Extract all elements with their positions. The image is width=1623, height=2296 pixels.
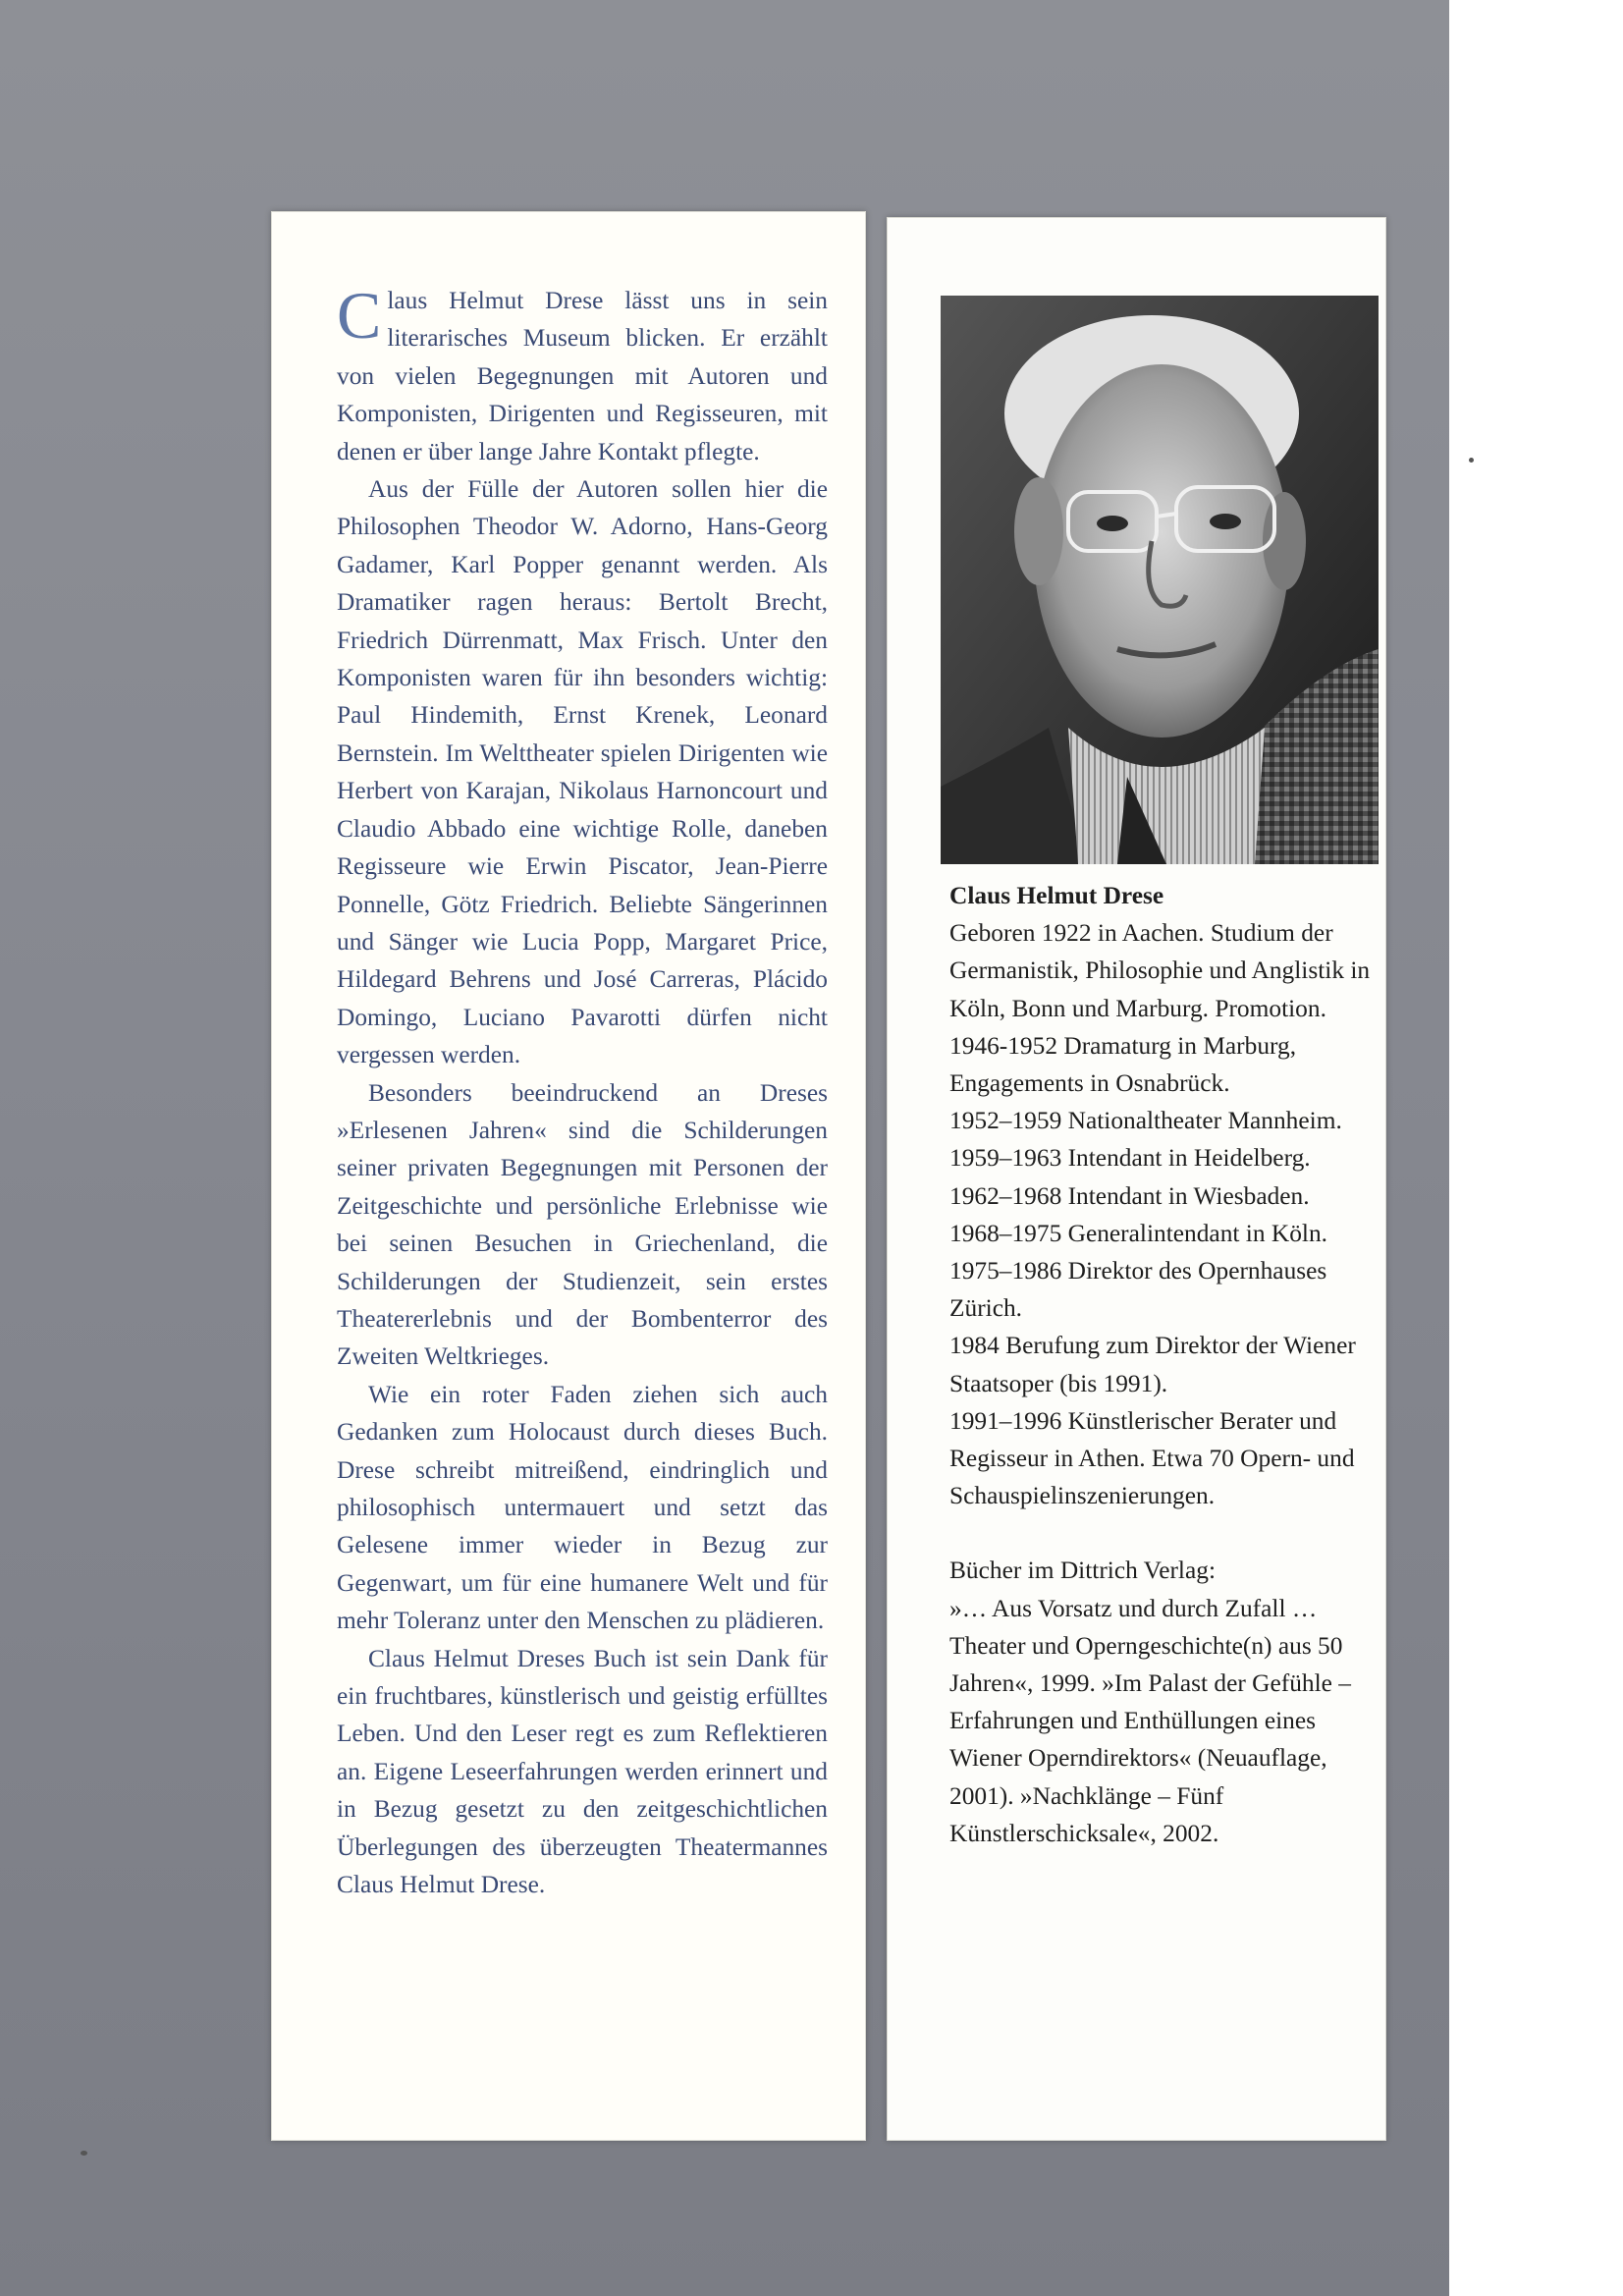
blurb-paragraph-3: Besonders beeindruckend an Dreses »Erlesenen Jahren« sind die Schilderungen seiner privaten Begegnungen mit Personen der Zeitgeschichte und persönliche Erlebnisse wie bei seinen Besuchen in Griechenland, die Schilderungen der Studienzeit, sein erstes Theatererlebnis und der Bombenterror des Zweiten Weltkrieges. (337, 1078, 828, 1371)
bio-line-7: 1975–1986 Direktor des Opernhauses Zürich. (949, 1257, 1327, 1323)
bio-line-8: 1984 Berufung zum Direktor der Wiener Staatsoper (bis 1991). (949, 1332, 1356, 1397)
books-heading: Bücher im Dittrich Verlag: (949, 1557, 1217, 1585)
blurb-paragraph-1 (337, 278, 828, 470)
blurb-paragraph-2: Aus der Fülle der Autoren sollen hier die Philosophen Theodor W. Adorno, Hans-Georg Gadamer, Karl Popper genannt werden. Als Dramatiker ragen heraus: Bertolt Brecht, Friedrich Dürrenmatt, Max Frisch. Unter den Komponisten waren für ihn besonders wichtig: Paul Hindemith, Ernst Krenek, Leonard Bernstein. Im Welttheater spielen Dirigenten wie Herbert von Karajan, Nikolaus Harnoncourt und Claudio Abbado eine wichtige Rolle, daneben Regisseure wie Erwin Piscator, Jean-Pierre Ponnelle, Götz Friedrich. Beliebte Sängerinnen und Sänger wie Lucia Popp, Margaret Price, Hildegard Behrens und José Carreras, Plácido Domingo, Luciano Pavarotti dürfen nicht vergessen werden. (337, 475, 828, 1069)
books-list: »… Aus Vorsatz und durch Zufall … Theater und Operngeschichte(n) aus 50 Jahren«, 1999. »Im Palast der Gefühle – Erfahrungen und Enthüllungen eines Wiener Operndirektors« (Neuauflage, 2001). »Nachklänge – Fünf Künstlerschicksale«, 2002. (949, 1594, 1351, 1847)
page-margin (1449, 0, 1623, 2296)
blurb-paragraph-4: Wie ein roter Faden ziehen sich auch Gedanken zum Holocaust durch dieses Buch. Drese schreibt mitreißend, eindringlich und philosophisch untermauert und setzt das Gelesene immer wieder in Bezug zur Gegenwart, um für eine humanere Welt und für mehr Toleranz unter den Menschen zu plädieren. (337, 1380, 828, 1635)
bio-line-6: 1968–1975 Generalintendant in Köln. (949, 1219, 1328, 1247)
blurb-paragraph-1-text: laus Helmut Drese lässt uns in sein literarisches Museum blicken. Er erzählt von vielen Begegnungen mit Autoren und Komponisten, Dirigenten und Regisseuren, mit denen er über lange Jahre Kontakt pflegte. (337, 287, 828, 465)
drop-cap: C (337, 278, 382, 353)
bio-line-9: 1991–1996 Künstlerischer Berater und Regisseur in Athen. Etwa 70 Opern- und Schauspielinszenierungen. (949, 1406, 1355, 1510)
scan-speck (81, 2151, 87, 2156)
bio-line-3: 1952–1959 Nationaltheater Mannheim. (949, 1107, 1342, 1135)
scan-speck (1469, 458, 1474, 463)
bio-line-1: Geboren 1922 in Aachen. Studium der Germanistik, Philosophie und Anglistik in Köln, Bonn und Marburg. Promotion. (949, 919, 1371, 1022)
author-portrait-photo (941, 296, 1379, 864)
author-name: Claus Helmut Drese (949, 882, 1164, 909)
spacer (949, 1514, 1381, 1552)
bio-line-5: 1962–1968 Intendant in Wiesbaden. (949, 1181, 1310, 1210)
author-biography (949, 877, 1381, 1852)
blurb-paragraph-5: Claus Helmut Dreses Buch ist sein Dank für ein fruchtbares, künstlerisch und geistig erfülltes Leben. Und den Leser regt es zum Reflektieren an. Eigene Leseerfahrungen werden erinnert und in Bezug gesetzt zu den zeitgeschichtlichen Überlegungen des überzeugten Theatermannes Claus Helmut Drese. (337, 1644, 828, 1899)
flap-blurb (337, 278, 828, 1903)
bio-line-4: 1959–1963 Intendant in Heidelberg. (949, 1144, 1311, 1173)
bio-line-2: 1946-1952 Dramaturg in Marburg, Engagements in Osnabrück. (949, 1031, 1297, 1098)
